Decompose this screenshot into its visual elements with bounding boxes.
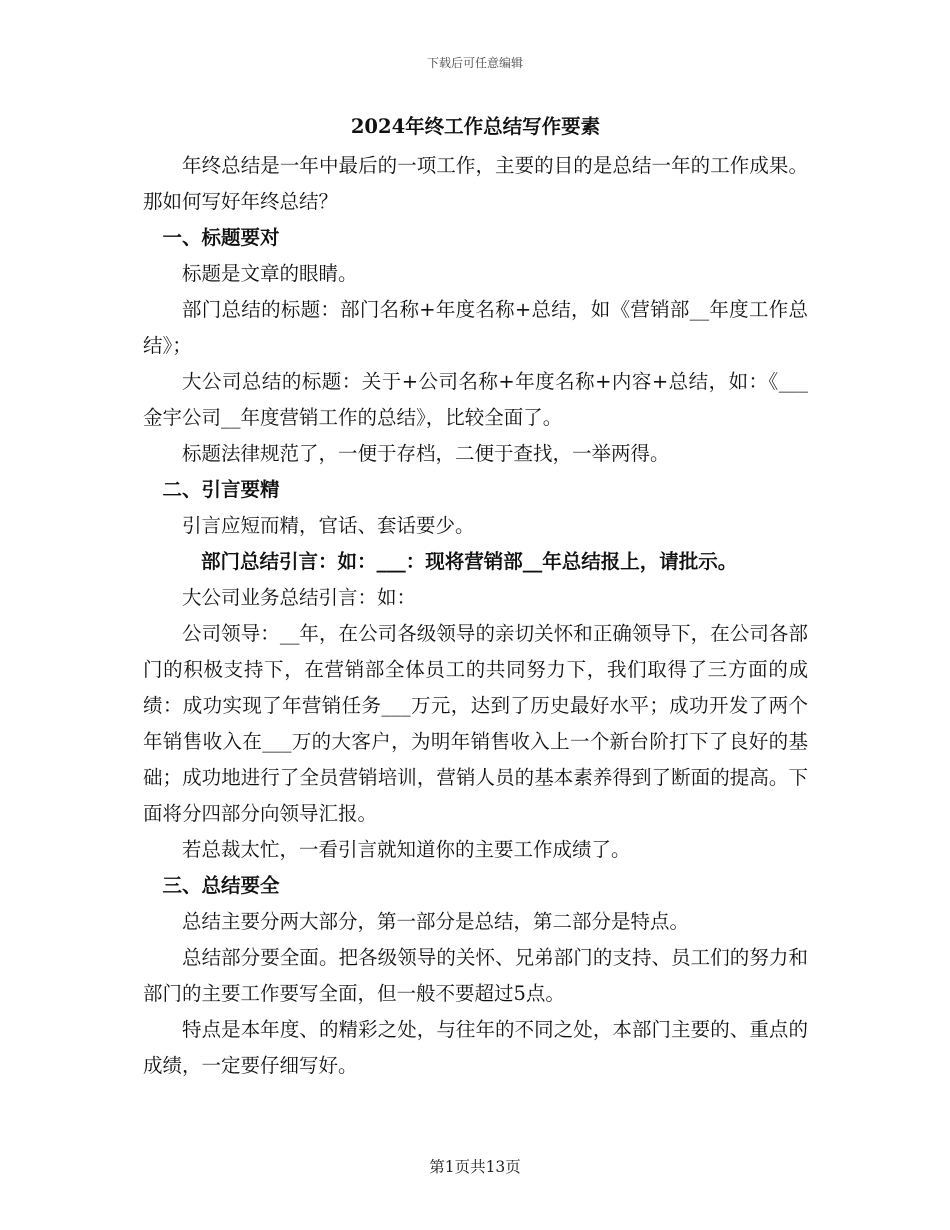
paragraph: 引言应短而精，官话、套话要少。	[182, 514, 475, 537]
section-heading-intro: 二、引言要精	[162, 478, 280, 501]
document-title: 2024年终工作总结写作要素	[350, 115, 601, 138]
document-body	[143, 106, 808, 1084]
paragraph: 公司领导：__年，在公司各级领导的亲切关怀和正确领导下，在公司各部门的积极支持下，在营销部全体员工的共同努力下，我们取得了三方面的成绩：成功实现了年营销任务___万元，达到了历史最好水平；成功开发了两个年销售收入在___万的大客户，为明年销售收入上一个新台阶打下了良好的基础；成功地进行了全员营销培训，营销人员的基本素养得到了断面的提高。下面将分四部分向领导汇报。	[143, 622, 808, 825]
paragraph: 部门总结的标题：部门名称+年度名称+总结，如《营销部__年度工作总结》；	[143, 298, 808, 357]
paragraph: 总结主要分两大部分，第一部分是总结，第二部分是特点。	[182, 910, 690, 933]
paragraph: 标题法律规范了，一便于存档，二便于查找，一举两得。	[182, 442, 670, 465]
section-heading-summary: 三、总结要全	[162, 874, 280, 897]
paragraph: 总结部分要全面。把各级领导的关怀、兄弟部门的支持、员工们的努力和部门的主要工作要写全面，但一般不要超过5点。	[143, 946, 808, 1005]
paragraph: 大公司业务总结引言：如：	[182, 586, 417, 609]
page-number: 第1页共13页	[429, 1158, 521, 1176]
paragraph-intro: 年终总结是一年中最后的一项工作，主要的目的是总结一年的工作成果。那如何写好年终总结？	[143, 154, 808, 213]
paragraph: 若总裁太忙，一看引言就知道你的主要工作成绩了。	[182, 838, 631, 861]
paragraph: 特点是本年度、的精彩之处，与往年的不同之处，本部门主要的、重点的成绩，一定要仔细写好。	[143, 1018, 808, 1077]
paragraph-bold-example: 部门总结引言：如：___：现将营销部__年总结报上，请批示。	[201, 550, 738, 573]
paragraph: 标题是文章的眼睛。	[182, 262, 358, 285]
page-header-note: 下载后可任意编辑	[426, 56, 523, 70]
paragraph: 大公司总结的标题：关于+公司名称+年度名称+内容+总结，如：《___金宇公司__年度营销工作的总结》，比较全面了。	[143, 370, 808, 429]
section-heading-title: 一、标题要对	[162, 226, 280, 249]
